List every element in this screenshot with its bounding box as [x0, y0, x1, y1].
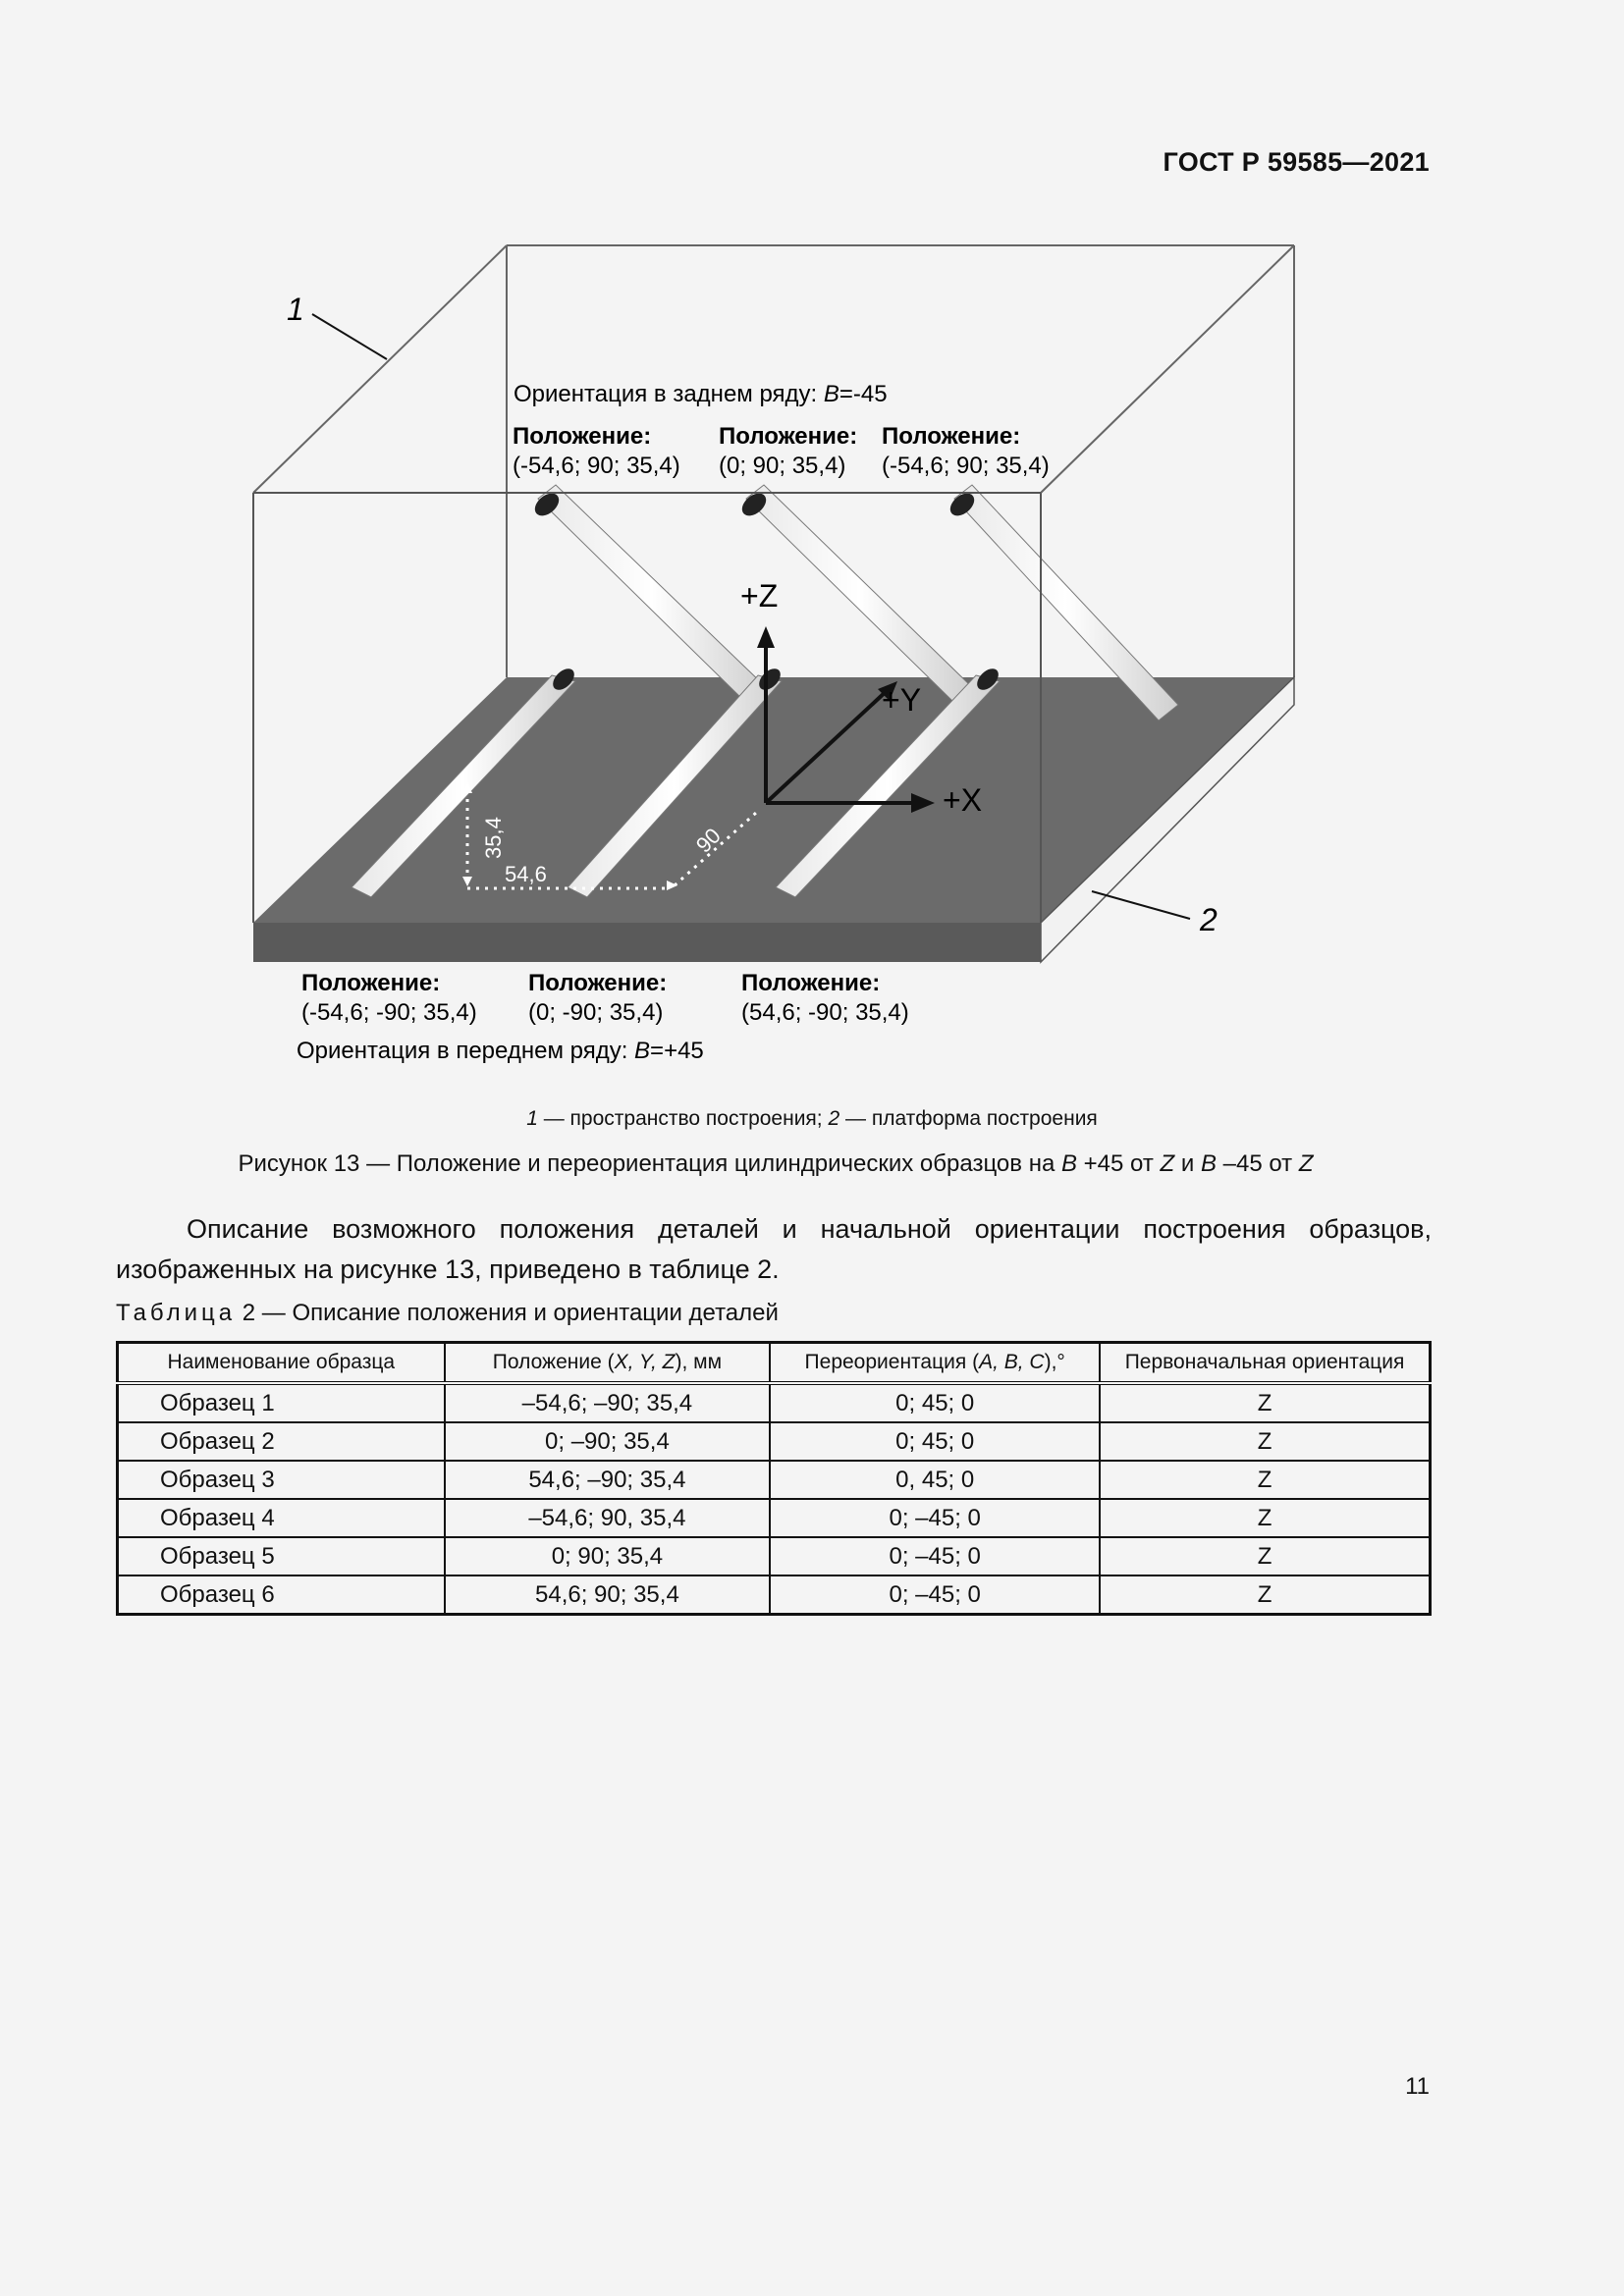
- table-row: [118, 1383, 1431, 1422]
- figure-caption: Рисунок 13 — Положение и переориентация цилиндрических образцов на B +45 от Z и B –45 от Z: [238, 1150, 1314, 1177]
- axis-z-label: +Z: [740, 578, 779, 614]
- callout-2-leader: [1092, 891, 1190, 919]
- build-platform: [253, 677, 1294, 962]
- table-header-row: [118, 1343, 1431, 1384]
- callout-1-leader: [312, 314, 387, 359]
- header-reorientation: Переориентация (A, B, C),°: [770, 1343, 1100, 1384]
- table-row: [118, 1499, 1431, 1537]
- header-initial-orientation: Первоначальная ориентация: [1100, 1343, 1430, 1384]
- back-position-1-coords: (-54,6; 90; 35,4): [513, 453, 680, 479]
- back-position-1-label: Положение:: [513, 423, 652, 450]
- cell-position: –54,6; 90, 35,4: [445, 1499, 771, 1537]
- cell-name: Образец 6: [118, 1575, 445, 1615]
- front-position-1-coords: (-54,6; -90; 35,4): [301, 999, 477, 1026]
- cell-name: Образец 2: [118, 1422, 445, 1461]
- table-row: [118, 1461, 1431, 1499]
- dimension-spacing-label: 54,6: [505, 862, 547, 886]
- front-position-3-coords: (54,6; -90; 35,4): [741, 999, 909, 1026]
- cell-initial: Z: [1100, 1422, 1430, 1461]
- cell-position: 54,6; 90; 35,4: [445, 1575, 771, 1615]
- standard-designation: ГОСТ Р 59585—2021: [1163, 147, 1430, 177]
- dimension-angle-label: 90: [690, 823, 726, 858]
- cell-reorientation: 0; –45; 0: [770, 1575, 1100, 1615]
- front-position-2-label: Положение:: [528, 970, 668, 996]
- page-number: 11: [1405, 2073, 1430, 2100]
- cell-initial: Z: [1100, 1575, 1430, 1615]
- table-row: [118, 1537, 1431, 1575]
- table-row: [118, 1575, 1431, 1615]
- cell-initial: Z: [1100, 1461, 1430, 1499]
- callout-2: 2: [1200, 902, 1218, 937]
- figure-13-diagram: [0, 0, 1624, 1099]
- front-row-orientation-title: Ориентация в переднем ряду: B=+45: [297, 1038, 704, 1064]
- cell-name: Образец 1: [118, 1383, 445, 1422]
- axis-y-label: +Y: [882, 682, 922, 718]
- cell-position: –54,6; –90; 35,4: [445, 1383, 771, 1422]
- table-caption: Таблица 2 — Описание положения и ориентации деталей: [116, 1300, 779, 1326]
- table-row: [118, 1422, 1431, 1461]
- cell-position: 0; 90; 35,4: [445, 1537, 771, 1575]
- back-row-orientation-title: Ориентация в заднем ряду: B=-45: [514, 381, 888, 407]
- cell-reorientation: 0; 45; 0: [770, 1422, 1100, 1461]
- cell-reorientation: 0; –45; 0: [770, 1537, 1100, 1575]
- cell-name: Образец 5: [118, 1537, 445, 1575]
- specimen-table: [116, 1341, 1432, 1616]
- header-name: Наименование образца: [118, 1343, 445, 1384]
- back-position-3-label: Положение:: [882, 423, 1021, 450]
- header-position: Положение (X, Y, Z), мм: [445, 1343, 771, 1384]
- cell-initial: Z: [1100, 1537, 1430, 1575]
- back-position-2-label: Положение:: [719, 423, 858, 450]
- cell-initial: Z: [1100, 1383, 1430, 1422]
- back-position-2-coords: (0; 90; 35,4): [719, 453, 846, 479]
- cell-name: Образец 4: [118, 1499, 445, 1537]
- dimension-height-label: 35,4: [481, 817, 506, 859]
- cell-position: 0; –90; 35,4: [445, 1422, 771, 1461]
- back-position-3-coords: (-54,6; 90; 35,4): [882, 453, 1050, 479]
- front-position-1-label: Положение:: [301, 970, 441, 996]
- front-position-2-coords: (0; -90; 35,4): [528, 999, 664, 1026]
- front-position-3-label: Положение:: [741, 970, 881, 996]
- cell-name: Образец 3: [118, 1461, 445, 1499]
- cell-reorientation: 0, 45; 0: [770, 1461, 1100, 1499]
- cell-initial: Z: [1100, 1499, 1430, 1537]
- cell-reorientation: 0; 45; 0: [770, 1383, 1100, 1422]
- cell-position: 54,6; –90; 35,4: [445, 1461, 771, 1499]
- axis-x-label: +X: [943, 782, 983, 818]
- cell-reorientation: 0; –45; 0: [770, 1499, 1100, 1537]
- body-paragraph: Описание возможного положения деталей и начальной ориентации построения образцов, изображенных на рисунке 13, приведено в таблице 2.: [116, 1214, 1432, 1284]
- callout-1: 1: [287, 292, 304, 327]
- figure-legend: 1 — пространство построения; 2 — платформа построения: [526, 1107, 1098, 1130]
